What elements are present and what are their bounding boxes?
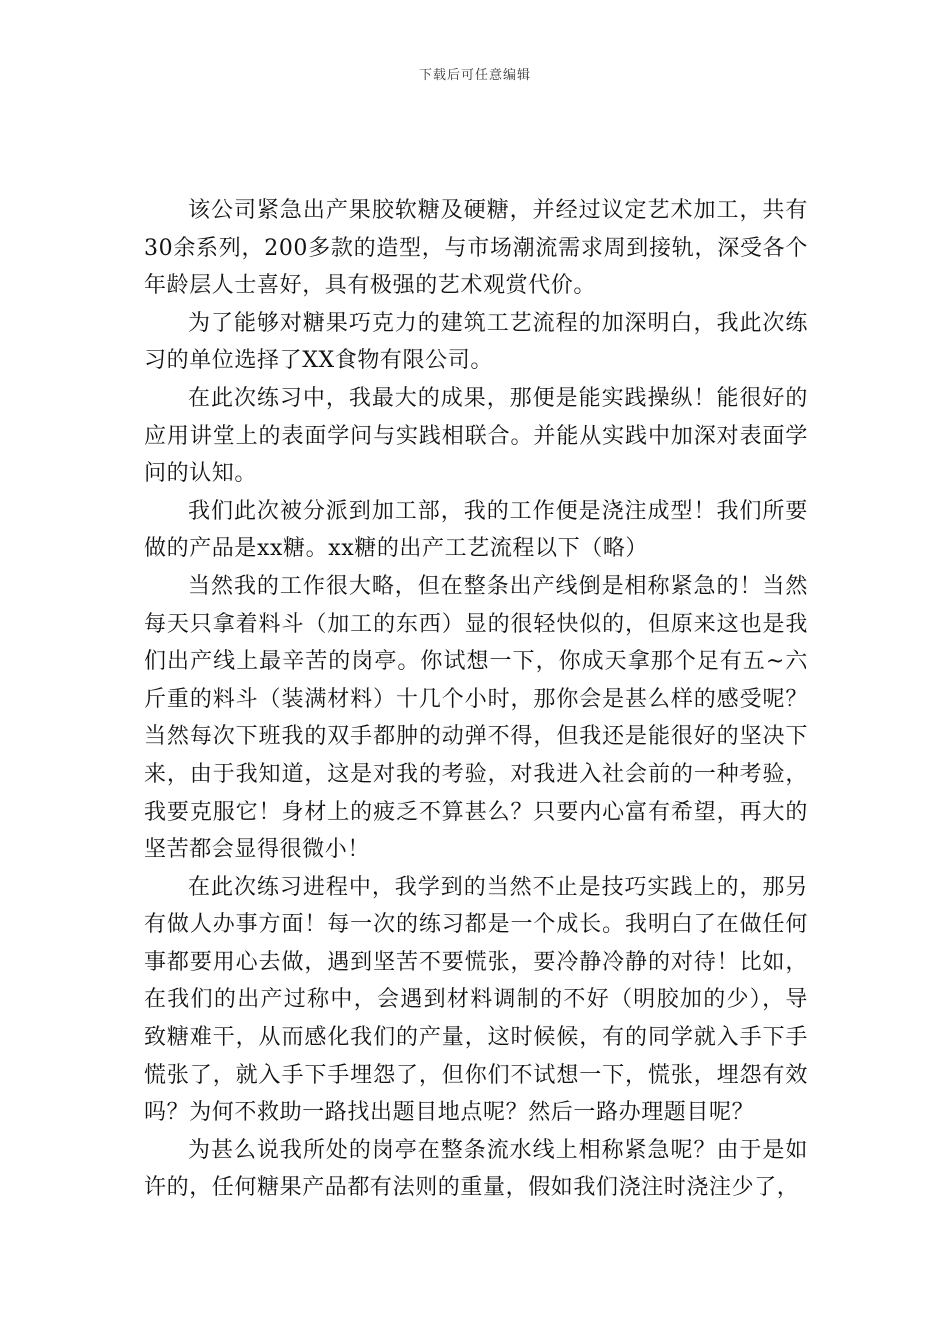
paragraph: 我们此次被分派到加工部，我的工作便是浇注成型！我们所要做的产品是xx糖。xx糖的出产工艺流程以下（略） — [144, 498, 808, 562]
paragraph: 该公司紧急出产果胶软糖及硬糖，并经过议定艺术加工，共有30余系列，200多款的造型，与市场潮流需求周到接轨，深受各个年龄层人士喜好，具有极强的艺术观赏代价。 — [144, 198, 808, 299]
paragraph: 为了能够对糖果巧克力的建筑工艺流程的加深明白，我此次练习的单位选择了XX食物有限公司。 — [144, 310, 808, 374]
paragraph: 为甚么说我所处的岗亭在整条流水线上相称紧急呢？由于是如许的，任何糖果产品都有法则的重量，假如我们浇注时浇注少了， — [144, 1137, 808, 1201]
paragraph: 当然我的工作很大略，但在整条出产线倒是相称紧急的！当然每天只拿着料斗（加工的东西）显的很轻快似的，但原来这也是我们出产线上最辛苦的岗亭。你试想一下，你成天拿那个足有五~六斤重的料斗（装满材料）十几个小时，那你会是甚么样的感受呢？当然每次下班我的双手都肿的动弹不得，但我还是能很好的坚决下来，由于我知道，这是对我的考验，对我进入社会前的一种考验，我要克服它！身材上的疲乏不算甚么？只要内心富有希望，再大的坚苦都会显得很微小！ — [144, 573, 808, 863]
header-note: 下载后可任意编辑 — [418, 68, 531, 83]
body-text — [144, 192, 808, 1207]
paragraph: 在此次练习进程中，我学到的当然不止是技巧实践上的，那另有做人办事方面！每一次的练习都是一个成长。我明白了在做任何事都要用心去做，遇到坚苦不要慌张，要冷静冷静的对待！比如，在我们的出产过称中，会遇到材料调制的不好（明胶加的少），导致糖难干，从而感化我们的产量，这时候候，有的同学就入手下手慌张了，就入手下手埋怨了，但你们不试想一下，慌张，埋怨有效吗？为何不救助一路找出题目地点呢？然后一路办理题目呢？ — [144, 874, 808, 1126]
paragraph: 在此次练习中，我最大的成果，那便是能实践操纵！能很好的应用讲堂上的表面学问与实践相联合。并能从实践中加深对表面学问的认知。 — [144, 385, 808, 487]
